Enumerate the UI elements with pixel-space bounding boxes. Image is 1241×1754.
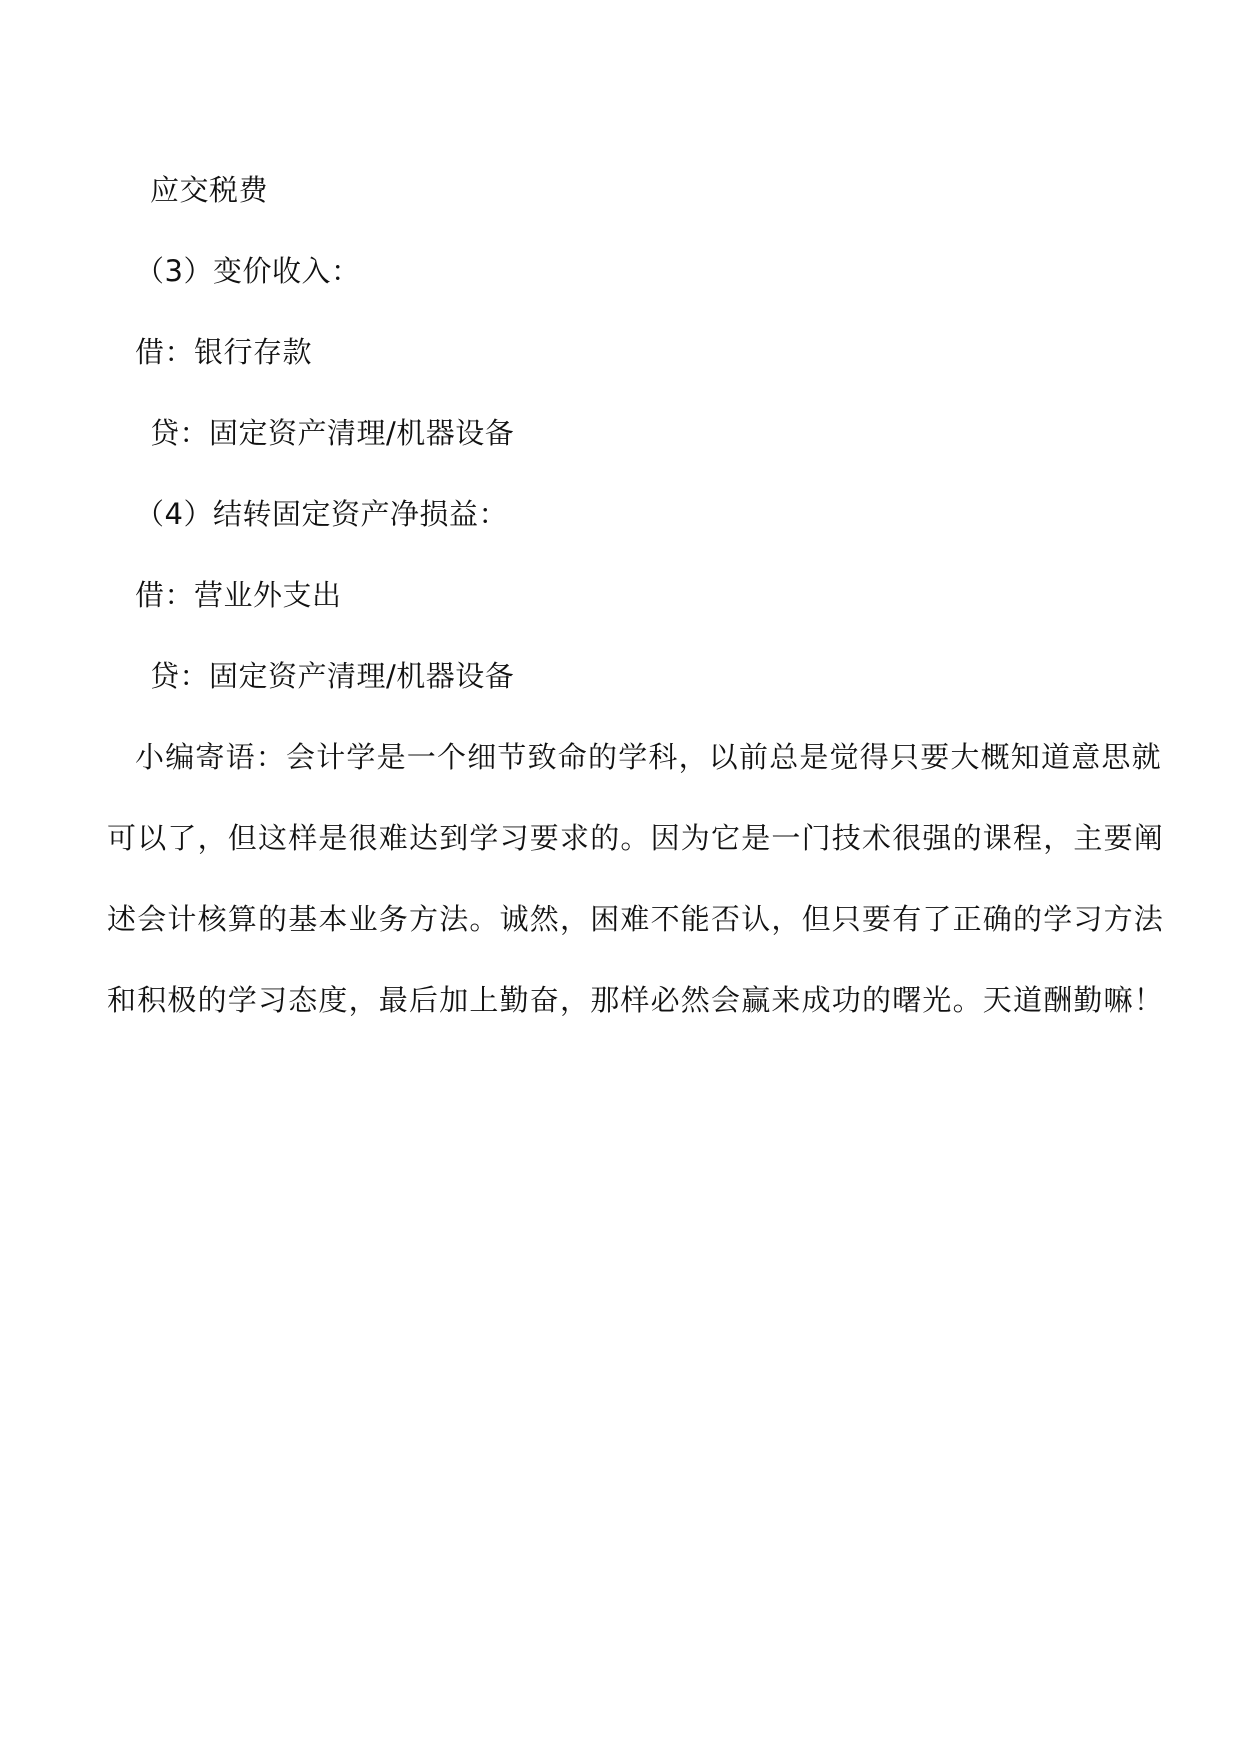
paragraph-line: 可以了，但这样是很难达到学习要求的。因为它是一门技术很强的课程，主要阐 [107, 821, 1165, 855]
paragraph-line: 和积极的学习态度，最后加上勤奋，那样必然会赢来成功的曙光。天道酬勤嘛！ [107, 983, 1165, 1017]
section-heading-net-gain-loss: （4）结转固定资产净损益： [135, 497, 508, 531]
entry-line-credit-asset-disposal-2: 贷：固定资产清理/机器设备 [150, 659, 515, 693]
paragraph-line: 述会计核算的基本业务方法。诚然，困难不能否认，但只要有了正确的学习方法 [107, 902, 1165, 936]
entry-line-credit-asset-disposal: 贷：固定资产清理/机器设备 [150, 416, 515, 450]
section-heading-sale-proceeds: （3）变价收入： [135, 254, 361, 288]
entry-line-tax-payable: 应交税费 [150, 173, 269, 207]
paragraph-line: 小编寄语：会计学是一个细节致命的学科，以前总是觉得只要大概知道意思就 [135, 740, 1162, 774]
entry-line-debit-bank-deposit: 借：银行存款 [135, 335, 313, 369]
entry-line-debit-non-operating-expense: 借：营业外支出 [135, 578, 342, 612]
